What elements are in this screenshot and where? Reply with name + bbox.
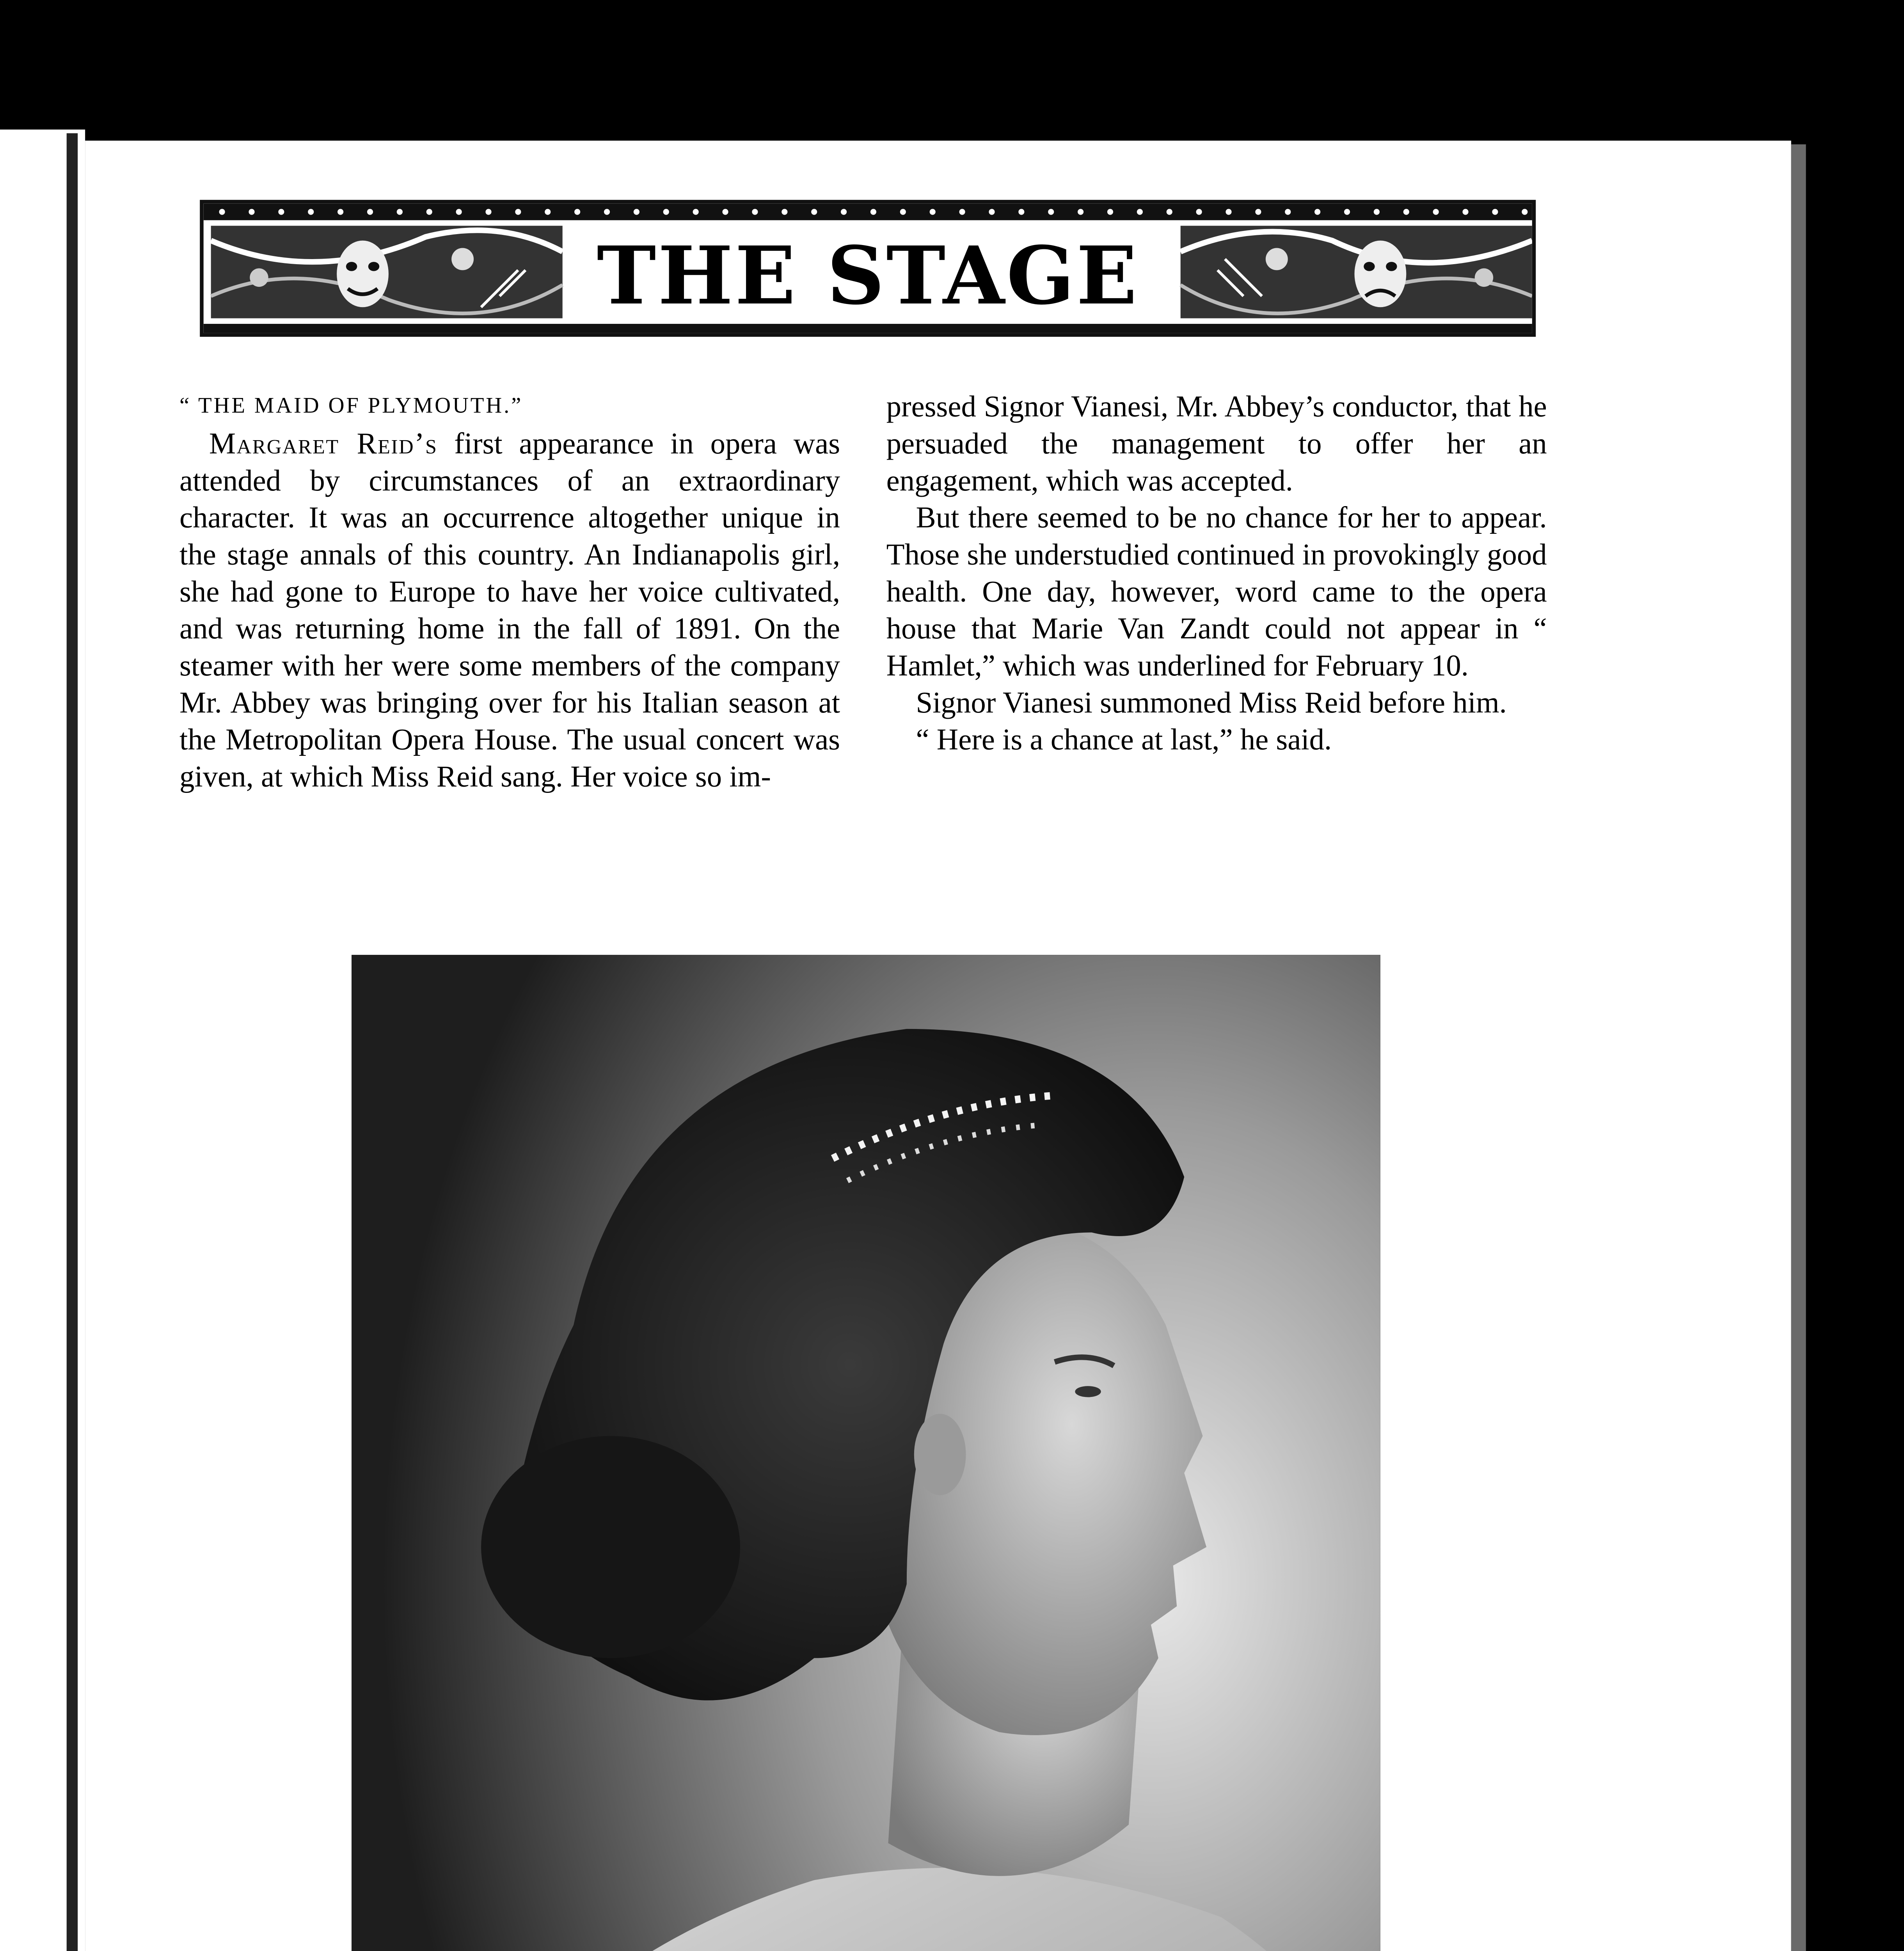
paragraph: “ Here is a chance at last,” he said. <box>916 723 1332 757</box>
paragraph-text: first appearance in opera was attended by circumstances of an extraordinary character. It was an occurrence altogether unique in the stage annals of this country. An Indianapolis girl, she had gone to Europe to have her voice cultivated, and was returning home in the fall of 1891. On the steamer with her were some members of the company Mr. Abbey was bringing over for his Italian season at the Metropolitan Opera House. The usual concert was given, at which Miss Reid sang. Her voice so im- <box>179 427 840 794</box>
section-title: THE STAGE <box>597 231 1139 324</box>
article-heading: “ THE MAID OF PLYMOUTH.” <box>179 392 523 418</box>
paragraph: pressed Signor Vianesi, Mr. Abbey’s conductor, that he persuaded the management to offer her an engagement, which was accepted. <box>886 390 1547 498</box>
lead-name: Margaret Reid’s <box>209 427 438 461</box>
page-gutter <box>67 133 78 1951</box>
section-banner <box>200 200 1536 337</box>
article-column-right <box>886 389 1547 759</box>
article-column-left <box>179 389 840 796</box>
paragraph: But there seemed to be no chance for her to appear. Those she understudied continued in provokingly good health. One day, however, word came to the opera house that Marie Van Zandt could not appear in “ Hamlet,” which was underlined for February 10. <box>886 501 1547 683</box>
portrait-photo <box>352 955 1380 1951</box>
paragraph <box>179 426 840 796</box>
page-edge-shadow <box>1791 144 1806 1951</box>
paragraph: Signor Vianesi summoned Miss Reid before him. <box>916 686 1507 720</box>
